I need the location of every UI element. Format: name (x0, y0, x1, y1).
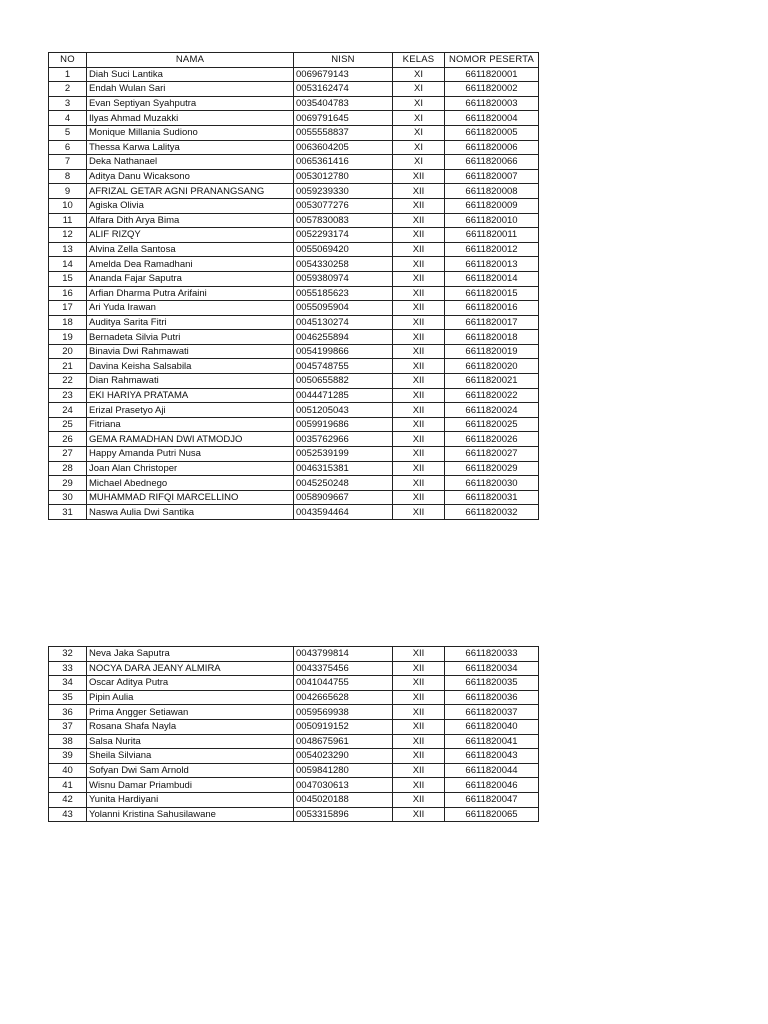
cell-kelas: XII (393, 344, 445, 359)
cell-nama: Alfara Dith Arya Bima (87, 213, 294, 228)
cell-nisn: 0045748755 (294, 359, 393, 374)
participant-table-1 (48, 52, 539, 520)
cell-no: 15 (49, 271, 87, 286)
cell-kelas: XII (393, 242, 445, 257)
cell-no: 28 (49, 461, 87, 476)
cell-nama: Arfian Dharma Putra Arifaini (87, 286, 294, 301)
cell-nama: Fitriana (87, 417, 294, 432)
cell-nisn: 0050919152 (294, 719, 393, 734)
table-row (49, 213, 539, 228)
cell-nisn: 0059841280 (294, 763, 393, 778)
cell-no: 13 (49, 242, 87, 257)
cell-kelas: XII (393, 374, 445, 389)
cell-kelas: XII (393, 461, 445, 476)
cell-nomor-peserta: 6611820044 (445, 763, 539, 778)
cell-no: 30 (49, 490, 87, 505)
table-row (49, 301, 539, 316)
cell-no: 37 (49, 719, 87, 734)
table-row (49, 315, 539, 330)
table-row (49, 719, 539, 734)
table-row (49, 403, 539, 418)
cell-nomor-peserta: 6611820047 (445, 792, 539, 807)
cell-nisn: 0050655882 (294, 374, 393, 389)
cell-no: 5 (49, 125, 87, 140)
cell-kelas: XII (393, 257, 445, 272)
cell-nama: Endah Wulan Sari (87, 82, 294, 97)
cell-nama: Ilyas Ahmad Muzakki (87, 111, 294, 126)
cell-kelas: XI (393, 140, 445, 155)
cell-nomor-peserta: 6611820032 (445, 505, 539, 520)
cell-no: 22 (49, 374, 87, 389)
cell-nama: Monique Millania Sudiono (87, 125, 294, 140)
cell-nama: Aditya Danu Wicaksono (87, 169, 294, 184)
cell-nisn: 0043594464 (294, 505, 393, 520)
cell-nama: EKI HARIYA PRATAMA (87, 388, 294, 403)
cell-kelas: XII (393, 388, 445, 403)
table-row (49, 778, 539, 793)
cell-nisn: 0046315381 (294, 461, 393, 476)
cell-kelas: XII (393, 301, 445, 316)
header-kelas: KELAS (393, 53, 445, 68)
cell-nomor-peserta: 6611820016 (445, 301, 539, 316)
cell-nomor-peserta: 6611820003 (445, 96, 539, 111)
cell-nomor-peserta: 6611820043 (445, 749, 539, 764)
cell-kelas: XI (393, 67, 445, 82)
cell-kelas: XII (393, 184, 445, 199)
cell-nama: NOCYA DARA JEANY ALMIRA (87, 661, 294, 676)
table-row (49, 67, 539, 82)
table-row (49, 763, 539, 778)
cell-no: 21 (49, 359, 87, 374)
header-no: NO (49, 53, 87, 68)
cell-nisn: 0046255894 (294, 330, 393, 345)
cell-nama: Joan Alan Christoper (87, 461, 294, 476)
cell-no: 10 (49, 198, 87, 213)
cell-nomor-peserta: 6611820046 (445, 778, 539, 793)
cell-no: 12 (49, 228, 87, 243)
cell-nomor-peserta: 6611820027 (445, 447, 539, 462)
table-row (49, 155, 539, 170)
cell-nama: MUHAMMAD RIFQI MARCELLINO (87, 490, 294, 505)
cell-nomor-peserta: 6611820031 (445, 490, 539, 505)
cell-nama: Agiska Olivia (87, 198, 294, 213)
cell-nisn: 0042665628 (294, 690, 393, 705)
table-row (49, 82, 539, 97)
table-row (49, 374, 539, 389)
cell-nomor-peserta: 6611820002 (445, 82, 539, 97)
cell-no: 40 (49, 763, 87, 778)
table-row (49, 807, 539, 822)
header-nomor-peserta: NOMOR PESERTA (445, 53, 539, 68)
cell-nomor-peserta: 6611820024 (445, 403, 539, 418)
cell-nama: Sofyan Dwi Sam Arnold (87, 763, 294, 778)
cell-nisn: 0051205043 (294, 403, 393, 418)
cell-nomor-peserta: 6611820015 (445, 286, 539, 301)
cell-kelas: XII (393, 447, 445, 462)
cell-nomor-peserta: 6611820018 (445, 330, 539, 345)
cell-kelas: XII (393, 734, 445, 749)
cell-nomor-peserta: 6611820034 (445, 661, 539, 676)
table-row (49, 257, 539, 272)
cell-nisn: 0045130274 (294, 315, 393, 330)
table-row (49, 228, 539, 243)
cell-nomor-peserta: 6611820017 (445, 315, 539, 330)
table-row (49, 432, 539, 447)
table-row (49, 271, 539, 286)
table-row (49, 705, 539, 720)
cell-nisn: 0052539199 (294, 447, 393, 462)
cell-nomor-peserta: 6611820033 (445, 647, 539, 662)
cell-nisn: 0054023290 (294, 749, 393, 764)
cell-nisn: 0035404783 (294, 96, 393, 111)
cell-nisn: 0048675961 (294, 734, 393, 749)
cell-no: 42 (49, 792, 87, 807)
cell-no: 29 (49, 476, 87, 491)
cell-nama: ALIF RIZQY (87, 228, 294, 243)
cell-nisn: 0043799814 (294, 647, 393, 662)
cell-nomor-peserta: 6611820041 (445, 734, 539, 749)
cell-nama: AFRIZAL GETAR AGNI PRANANGSANG (87, 184, 294, 199)
cell-kelas: XI (393, 111, 445, 126)
cell-nama: Yunita Hardiyani (87, 792, 294, 807)
cell-kelas: XII (393, 359, 445, 374)
cell-nisn: 0069791645 (294, 111, 393, 126)
cell-nama: Yolanni Kristina Sahusilawane (87, 807, 294, 822)
cell-kelas: XII (393, 661, 445, 676)
cell-kelas: XII (393, 719, 445, 734)
cell-nisn: 0053012780 (294, 169, 393, 184)
cell-kelas: XII (393, 286, 445, 301)
cell-no: 34 (49, 676, 87, 691)
table-row (49, 242, 539, 257)
cell-nisn: 0054330258 (294, 257, 393, 272)
cell-kelas: XII (393, 690, 445, 705)
cell-nama: Pipin Aulia (87, 690, 294, 705)
cell-kelas: XII (393, 228, 445, 243)
cell-no: 25 (49, 417, 87, 432)
cell-kelas: XII (393, 778, 445, 793)
cell-kelas: XII (393, 432, 445, 447)
cell-no: 3 (49, 96, 87, 111)
cell-no: 38 (49, 734, 87, 749)
cell-nisn: 0069679143 (294, 67, 393, 82)
cell-nomor-peserta: 6611820030 (445, 476, 539, 491)
cell-nisn: 0041044755 (294, 676, 393, 691)
cell-nomor-peserta: 6611820020 (445, 359, 539, 374)
table-row (49, 749, 539, 764)
table-row (49, 286, 539, 301)
cell-nama: Amelda Dea Ramadhani (87, 257, 294, 272)
cell-nisn: 0063604205 (294, 140, 393, 155)
cell-no: 27 (49, 447, 87, 462)
cell-nisn: 0053162474 (294, 82, 393, 97)
cell-nisn: 0065361416 (294, 155, 393, 170)
cell-nama: Ananda Fajar Saputra (87, 271, 294, 286)
cell-no: 35 (49, 690, 87, 705)
cell-nomor-peserta: 6611820006 (445, 140, 539, 155)
cell-nisn: 0055185623 (294, 286, 393, 301)
cell-no: 31 (49, 505, 87, 520)
cell-nisn: 0043375456 (294, 661, 393, 676)
cell-nama: Diah Suci Lantika (87, 67, 294, 82)
cell-kelas: XII (393, 749, 445, 764)
cell-kelas: XI (393, 82, 445, 97)
cell-nama: Prima Angger Setiawan (87, 705, 294, 720)
table-row (49, 734, 539, 749)
cell-nomor-peserta: 6611820004 (445, 111, 539, 126)
cell-no: 23 (49, 388, 87, 403)
cell-no: 36 (49, 705, 87, 720)
cell-kelas: XII (393, 213, 445, 228)
cell-nisn: 0045250248 (294, 476, 393, 491)
table-row (49, 461, 539, 476)
cell-nomor-peserta: 6611820036 (445, 690, 539, 705)
cell-nomor-peserta: 6611820013 (445, 257, 539, 272)
cell-no: 26 (49, 432, 87, 447)
cell-nama: Neva Jaka Saputra (87, 647, 294, 662)
cell-no: 32 (49, 647, 87, 662)
cell-nisn: 0059919686 (294, 417, 393, 432)
cell-nomor-peserta: 6611820019 (445, 344, 539, 359)
cell-no: 8 (49, 169, 87, 184)
cell-kelas: XII (393, 807, 445, 822)
cell-nama: Binavia Dwi Rahmawati (87, 344, 294, 359)
cell-kelas: XII (393, 476, 445, 491)
cell-nisn: 0055069420 (294, 242, 393, 257)
cell-kelas: XII (393, 705, 445, 720)
cell-nama: Alvina Zella Santosa (87, 242, 294, 257)
table-row (49, 505, 539, 520)
cell-no: 17 (49, 301, 87, 316)
cell-nama: Happy Amanda Putri Nusa (87, 447, 294, 462)
cell-nama: GEMA RAMADHAN DWI ATMODJO (87, 432, 294, 447)
cell-no: 14 (49, 257, 87, 272)
cell-nomor-peserta: 6611820065 (445, 807, 539, 822)
cell-no: 4 (49, 111, 87, 126)
cell-nomor-peserta: 6611820008 (445, 184, 539, 199)
cell-nama: Davina Keisha Salsabila (87, 359, 294, 374)
cell-no: 19 (49, 330, 87, 345)
header-nama: NAMA (87, 53, 294, 68)
cell-no: 20 (49, 344, 87, 359)
cell-kelas: XI (393, 96, 445, 111)
cell-nomor-peserta: 6611820005 (445, 125, 539, 140)
cell-kelas: XII (393, 417, 445, 432)
cell-kelas: XII (393, 403, 445, 418)
cell-nomor-peserta: 6611820010 (445, 213, 539, 228)
cell-nisn: 0047030613 (294, 778, 393, 793)
table-header-row (49, 53, 539, 68)
table-row (49, 690, 539, 705)
cell-nama: Oscar Aditya Putra (87, 676, 294, 691)
cell-nisn: 0053315896 (294, 807, 393, 822)
cell-no: 11 (49, 213, 87, 228)
cell-no: 18 (49, 315, 87, 330)
table-row (49, 359, 539, 374)
table-row (49, 96, 539, 111)
cell-nisn: 0057830083 (294, 213, 393, 228)
cell-kelas: XII (393, 271, 445, 286)
cell-nomor-peserta: 6611820001 (445, 67, 539, 82)
cell-nomor-peserta: 6611820021 (445, 374, 539, 389)
cell-nomor-peserta: 6611820007 (445, 169, 539, 184)
table-row (49, 490, 539, 505)
cell-nama: Rosana Shafa Nayla (87, 719, 294, 734)
cell-no: 33 (49, 661, 87, 676)
cell-nama: Salsa Nurita (87, 734, 294, 749)
cell-no: 6 (49, 140, 87, 155)
table-row (49, 111, 539, 126)
cell-nama: Michael Abednego (87, 476, 294, 491)
cell-nomor-peserta: 6611820012 (445, 242, 539, 257)
cell-no: 41 (49, 778, 87, 793)
cell-nisn: 0035762966 (294, 432, 393, 447)
table-row (49, 447, 539, 462)
table-row (49, 184, 539, 199)
table-row (49, 198, 539, 213)
cell-nama: Evan Septiyan Syahputra (87, 96, 294, 111)
cell-no: 43 (49, 807, 87, 822)
cell-no: 7 (49, 155, 87, 170)
table-row (49, 647, 539, 662)
cell-kelas: XII (393, 647, 445, 662)
table-row (49, 125, 539, 140)
cell-nomor-peserta: 6611820026 (445, 432, 539, 447)
cell-nama: Dian Rahmawati (87, 374, 294, 389)
cell-kelas: XII (393, 198, 445, 213)
cell-kelas: XII (393, 315, 445, 330)
cell-nama: Naswa Aulia Dwi Santika (87, 505, 294, 520)
cell-nisn: 0058909667 (294, 490, 393, 505)
table-row (49, 676, 539, 691)
table-row (49, 388, 539, 403)
table-row (49, 661, 539, 676)
cell-nisn: 0054199866 (294, 344, 393, 359)
cell-kelas: XI (393, 155, 445, 170)
table-row (49, 792, 539, 807)
cell-nomor-peserta: 6611820040 (445, 719, 539, 734)
cell-nisn: 0059239330 (294, 184, 393, 199)
participant-table-2 (48, 646, 539, 822)
cell-kelas: XII (393, 763, 445, 778)
cell-nama: Sheila Silviana (87, 749, 294, 764)
cell-nisn: 0059569938 (294, 705, 393, 720)
cell-nomor-peserta: 6611820009 (445, 198, 539, 213)
cell-nama: Erizal Prasetyo Aji (87, 403, 294, 418)
cell-nomor-peserta: 6611820037 (445, 705, 539, 720)
cell-nama: Auditya Sarita Fitri (87, 315, 294, 330)
cell-nisn: 0045020188 (294, 792, 393, 807)
cell-nisn: 0055558837 (294, 125, 393, 140)
cell-nisn: 0052293174 (294, 228, 393, 243)
cell-nisn: 0053077276 (294, 198, 393, 213)
table-row (49, 330, 539, 345)
table-row (49, 169, 539, 184)
cell-nisn: 0055095904 (294, 301, 393, 316)
table-row (49, 344, 539, 359)
table-row (49, 417, 539, 432)
cell-kelas: XII (393, 792, 445, 807)
table-row (49, 476, 539, 491)
cell-nama: Bernadeta Silvia Putri (87, 330, 294, 345)
cell-no: 1 (49, 67, 87, 82)
cell-nisn: 0059380974 (294, 271, 393, 286)
cell-kelas: XI (393, 125, 445, 140)
cell-nama: Wisnu Damar Priambudi (87, 778, 294, 793)
cell-nomor-peserta: 6611820011 (445, 228, 539, 243)
cell-nomor-peserta: 6611820014 (445, 271, 539, 286)
table-row (49, 140, 539, 155)
cell-nomor-peserta: 6611820035 (445, 676, 539, 691)
cell-no: 2 (49, 82, 87, 97)
cell-nomor-peserta: 6611820066 (445, 155, 539, 170)
cell-kelas: XII (393, 169, 445, 184)
cell-no: 16 (49, 286, 87, 301)
cell-nomor-peserta: 6611820025 (445, 417, 539, 432)
cell-no: 24 (49, 403, 87, 418)
cell-nama: Ari Yuda Irawan (87, 301, 294, 316)
cell-kelas: XII (393, 505, 445, 520)
cell-no: 9 (49, 184, 87, 199)
cell-nomor-peserta: 6611820029 (445, 461, 539, 476)
cell-kelas: XII (393, 490, 445, 505)
cell-nomor-peserta: 6611820022 (445, 388, 539, 403)
header-nisn: NISN (294, 53, 393, 68)
cell-kelas: XII (393, 330, 445, 345)
cell-nama: Thessa Karwa Lalitya (87, 140, 294, 155)
cell-no: 39 (49, 749, 87, 764)
cell-nisn: 0044471285 (294, 388, 393, 403)
cell-kelas: XII (393, 676, 445, 691)
cell-nama: Deka Nathanael (87, 155, 294, 170)
